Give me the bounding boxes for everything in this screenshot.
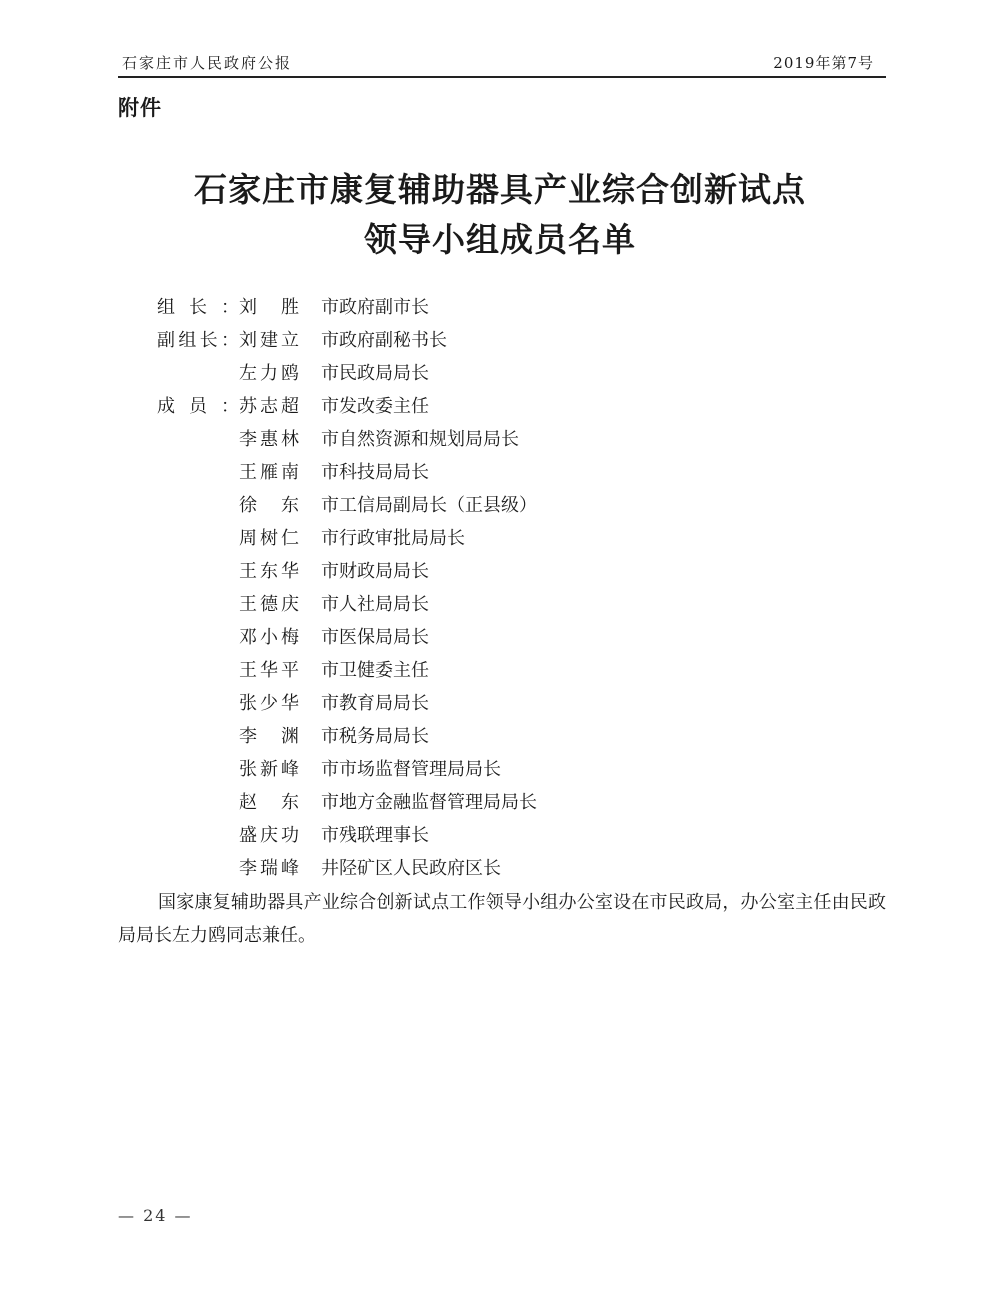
roster-position: 市政府副秘书长: [321, 330, 447, 351]
roster-name: 赵东: [239, 792, 299, 813]
roster-row: [157, 588, 537, 621]
roster-position: 井陉矿区人民政府区长: [321, 858, 501, 879]
roster-name: 左力鸥: [239, 363, 299, 384]
roster-role: 副组长：: [157, 330, 239, 351]
roster-row: [157, 489, 537, 522]
office-note: 国家康复辅助器具产业综合创新试点工作领导小组办公室设在市民政局，办公室主任由民政局局长左力鸥同志兼任。: [118, 892, 886, 946]
issue-number: 2019年第7号: [773, 54, 874, 72]
roster-position: 市政府副市长: [321, 297, 429, 318]
roster-name: 李惠林: [239, 429, 299, 450]
document-title-line-2: 领导小组成员名单: [364, 220, 636, 259]
roster-row: [157, 555, 537, 588]
roster-position: 市工信局副局长（正县级）: [321, 495, 537, 516]
publication-title: 石家庄市人民政府公报: [122, 54, 293, 72]
roster-row: [157, 654, 537, 687]
roster-name: 邓小梅: [239, 627, 299, 648]
roster-position: 市市场监督管理局局长: [321, 759, 501, 780]
roster-position: 市人社局局长: [321, 594, 429, 615]
roster-row: [157, 291, 537, 324]
roster-name: 王德庆: [239, 594, 299, 615]
roster-name: 李瑞峰: [239, 858, 299, 879]
roster-position: 市残联理事长: [321, 825, 429, 846]
roster-position: 市民政局局长: [321, 363, 429, 384]
roster-name: 徐东: [239, 495, 299, 516]
roster-row: [157, 720, 537, 753]
document-title-line-1: 石家庄市康复辅助器具产业综合创新试点: [194, 170, 806, 209]
roster-position: 市税务局局长: [321, 726, 429, 747]
roster-position: 市地方金融监督管理局局长: [321, 792, 537, 813]
roster-row: [157, 324, 537, 357]
roster-position: 市自然资源和规划局局长: [321, 429, 519, 450]
roster-name: 李渊: [239, 726, 299, 747]
page-header: [118, 50, 886, 78]
roster-row: [157, 423, 537, 456]
roster-name: 张少华: [239, 693, 299, 714]
roster-row: [157, 621, 537, 654]
roster-row: [157, 786, 537, 819]
roster-name: 张新峰: [239, 759, 299, 780]
roster-row: [157, 753, 537, 786]
roster-row: [157, 819, 537, 852]
attachment-label: 附件: [118, 96, 162, 120]
roster-row: [157, 522, 537, 555]
roster-name: 王华平: [239, 660, 299, 681]
roster-position: 市行政审批局局长: [321, 528, 465, 549]
roster-row: [157, 357, 537, 390]
roster-name: 刘建立: [239, 330, 299, 351]
roster-position: 市发改委主任: [321, 396, 429, 417]
roster-name: 王东华: [239, 561, 299, 582]
roster-name: 王雁南: [239, 462, 299, 483]
roster-position: 市卫健委主任: [321, 660, 429, 681]
roster-position: 市教育局局长: [321, 693, 429, 714]
roster-row: [157, 456, 537, 489]
roster-role: 成员：: [157, 396, 239, 417]
roster-row: [157, 687, 537, 720]
roster-position: 市财政局局长: [321, 561, 429, 582]
roster-name: 周树仁: [239, 528, 299, 549]
roster-position: 市医保局局长: [321, 627, 429, 648]
roster-row: [157, 390, 537, 423]
roster-row: [157, 852, 537, 885]
member-roster: [157, 291, 537, 885]
page-number: — 24 —: [118, 1206, 193, 1225]
roster-name: 苏志超: [239, 396, 299, 417]
roster-role: 组长：: [157, 297, 239, 318]
roster-position: 市科技局局长: [321, 462, 429, 483]
roster-name: 刘胜: [239, 297, 299, 318]
roster-name: 盛庆功: [239, 825, 299, 846]
